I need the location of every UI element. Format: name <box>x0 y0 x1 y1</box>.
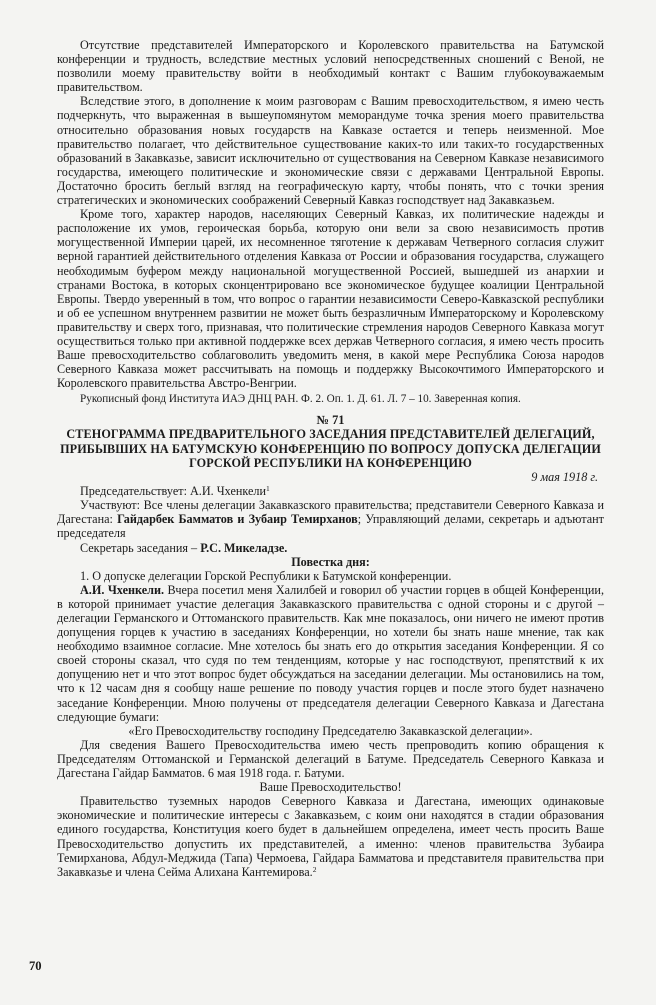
agenda-heading: Повестка дня: <box>291 554 370 569</box>
chairman-text: Председательствует: А.И. Чхенкели <box>80 484 267 499</box>
agenda-item: 1. О допуске делегации Горской Республики к Батумской конференции. <box>80 568 452 583</box>
salutation: Ваше Превосходительство! <box>259 780 402 795</box>
intro-paragraph-3: Кроме того, характер народов, населяющих Северный Кавказ, их политические надежды и расположение их умов, героическая борьба, которую они вели за свою независимость против могущественной Империи царей, их несомненное тяготение к державам Четверного согласия служит верной гарантией действительного отделения Кавказа от России и образования государства, служащего необходимым буфером между национальной могущественной Россией, вышедшей из анархии и странами Востока, в которых сконцентрировано все экономическое будущее коалиции Центральной Европы. Твердо уверенный в том, что вопрос о гарантии независимости Северо-Кавказской республики и об ее успешном внутреннем развитии не может быть безразличным Императорскому и Королевскому правительству и сверх того, признавая, что политические стремления народов Северного Кавказа могут осуществиться только при активной поддержке всех держав Четверного согласия, я имею честь просить Ваше превосходительство соблаговолить уведомить меня, в какой мере Республика Союза народов Северного Кавказа может рассчитывать на помощь и поддержку Высокочтимого Императорского и Королевского правительства Австро-Венгрии. <box>57 207 604 391</box>
participants-prefix: Участвуют: Все члены делегации Закавказского правительства; представители Северного Кавказа и Дагестана: <box>57 498 604 527</box>
page-number: 70 <box>29 959 42 973</box>
secretary-line <box>57 541 604 555</box>
document-title: СТЕНОГРАММА ПРЕДВАРИТЕЛЬНОГО ЗАСЕДАНИЯ ПРЕДСТАВИТЕЛЕЙ ДЕЛЕГАЦИЙ, ПРИБЫВШИХ НА БАТУМСКУЮ КОНФЕРЕНЦИЮ ПО ВОПРОСУ ДОПУСКА ДЕЛЕГАЦИИ ГОРСКОЙ РЕСПУБЛИКИ НА КОНФЕРЕНЦИЮ <box>60 427 601 470</box>
speaker-name: А.И. Чхенкели. <box>80 582 165 597</box>
speech-text: Вчера посетил меня Халилбей и говорил об участии горцев в общей Конференции, в которой принимает участие делегация Закавказского правительства с одной стороны и с другой – делегации Германского и Оттоманского правительств. Как мне показалось, они ничего не имеют против допущения горцев к участию в заседаниях Конференции, но хотели бы знать наше мнение, так как необходимо взаимное согласие. Мне хотелось бы знать его до открытия заседания Конференции. Я со своей стороны сказал, что судя по тем тенденциям, которые у нас господствуют, препятствий к их допущению нет и что этот вопрос будет обсуждаться на заседании делегации. Мы остановились на том, что к 12 часам дня я сообщу наше решение по поводу участия горцев и после этого будет назначено заседание Конференции. Мною получены от председателя делегации Северного Кавказа и Дагестана следующие бумаги: <box>57 582 604 724</box>
letter-title: «Его Превосходительству господину Председателю Закавказской делегации». <box>128 723 533 738</box>
speech-paragraph <box>57 583 604 724</box>
document-date: 9 мая 1918 г. <box>531 469 598 484</box>
intro-paragraph-1: Отсутствие представителей Императорского и Королевского правительства на Батумской конференции и трудность, вследствие местных условий непосредственных сношений с Веной, не позволили моему правительству войти в необходимый контакт с Вашим глубокоуважаемым правительством. <box>57 38 604 95</box>
final-text: Правительство туземных народов Северного Кавказа и Дагестана, имеющих одинаковые экономические и политические интересы с Закавказьем, с коим они находятся в стадии образования единого государства, Конституция коего будет в дальнейшем определена, имеет честь просить Ваше Превосходительство допустить их представителей, а именно: членов правительства Зубаира Темирханова, Абдул-Меджида (Тапа) Чермоева, Гайдара Бамматова и представителя правительства при Закавказье и члена Сейма Алихана Кантемирова. <box>57 794 604 879</box>
final-paragraph <box>57 794 604 879</box>
intro-paragraph-2: Вследствие этого, в дополнение к моим разговорам с Вашим превосходительством, я имею честь подчеркнуть, что выраженная в вышеупомянутом меморандуме точка зрения моего правительства относительно образования новых государств на Кавказе остается и теперь неизменной. Мое правительство полагает, что действительное существование каких-то или таких-то государственных образований в Закавказье, зависит исключительно от существования на Северном Кавказе независимого государства, имеющего политические и экономические связи с державами Центральной Европы. Достаточно бросить беглый взгляд на географическую карту, чтобы понять, что с точки зрения стратегических и экономических соображений Северный Кавказ господствует над Закавказьем. <box>57 94 604 208</box>
footnote-ref-1[interactable]: 1 <box>266 484 270 494</box>
letter-intro: Для сведения Вашего Превосходительства имею честь препроводить копию обращения к Председателям Оттоманской и Германской делегаций в Батуме. Председатель Северного Кавказа и Дагестана Гайдар Бамматов. 6 мая 1918 года. г. Батуми. <box>57 737 604 781</box>
footnote-ref-2[interactable]: 2 <box>312 864 317 874</box>
participants-names: Гайдарбек Бамматов и Зубаир Темирханов <box>117 512 358 527</box>
participants-suffix: ; Управляющий делами, секретарь и адъютант председателя <box>57 512 604 541</box>
chairman-line <box>57 484 604 498</box>
participants-line <box>57 498 604 540</box>
secretary-prefix: Секретарь заседания – <box>80 540 201 555</box>
document-number: № 71 <box>316 413 345 428</box>
secretary-name: Р.С. Микеладзе. <box>200 540 288 555</box>
archive-source-note: Рукописный фонд Института ИАЭ ДНЦ РАН. Ф. 2. Оп. 1. Д. 61. Л. 7 – 10. Заверенная копия. <box>80 393 521 406</box>
